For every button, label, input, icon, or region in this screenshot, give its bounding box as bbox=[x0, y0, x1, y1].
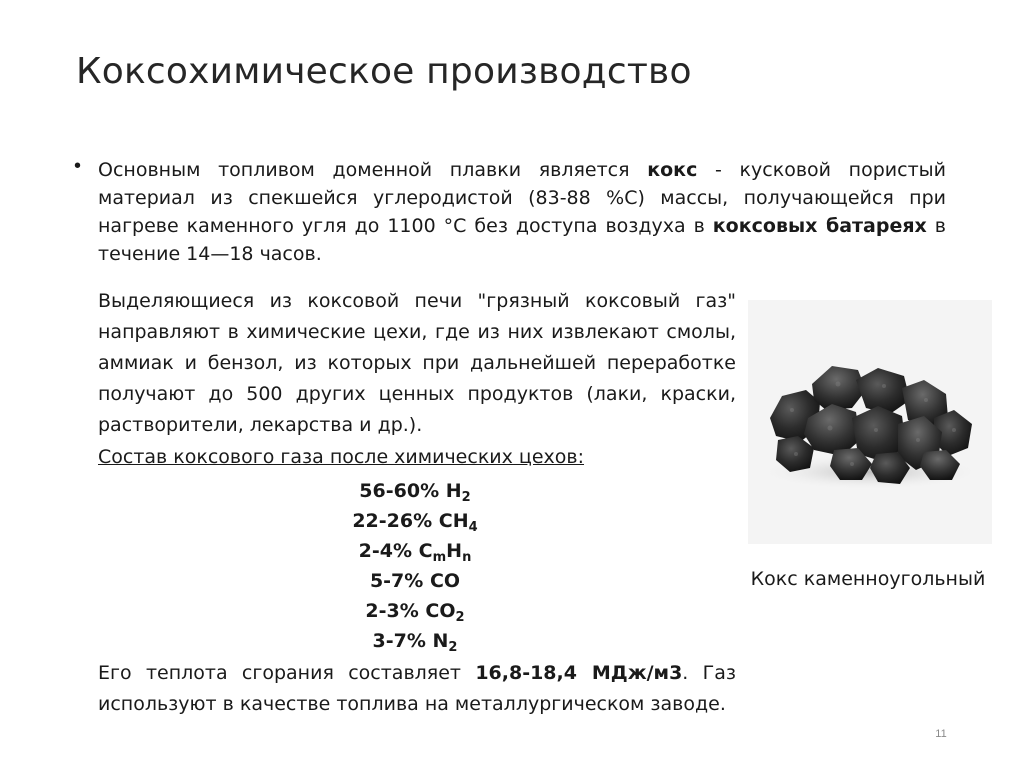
bullet-text-part-2: - кусковой пористый материал из спекшейся углеродистой (83-88 %С) массы, получающейся при нагреве каменного угля до 1100 °С без доступа воздуха в bbox=[98, 159, 946, 237]
composition-list bbox=[305, 476, 525, 656]
composition-heading: Состав коксового газа после химических цехов: bbox=[98, 446, 585, 468]
bullet-icon: • bbox=[74, 155, 82, 177]
heat-value: 16,8-18,4 МДж/м3 bbox=[475, 662, 683, 684]
bullet-text-part-3: в течение 14—18 часов. bbox=[98, 215, 946, 265]
composition-item: 5-7% CO bbox=[369, 570, 461, 592]
coke-pieces-image bbox=[748, 300, 992, 544]
composition-item: 3-7% $N_2$ bbox=[372, 630, 458, 655]
page-number: 11 bbox=[935, 728, 947, 740]
heat-paragraph: Его теплота сгорания составляет 16,8-18,4 МДж/м3. Газ используют в качестве топлива на металлургическом заводе. bbox=[98, 662, 736, 715]
photo-caption: Кокс каменноугольный bbox=[750, 568, 986, 590]
composition-item: 22-26% $CH_4$ bbox=[352, 510, 478, 535]
bullet-paragraph bbox=[98, 156, 946, 268]
composition-item: 2-3% $CO_2$ bbox=[365, 600, 465, 625]
coke-photo bbox=[748, 300, 992, 544]
gas-paragraph: Выделяющиеся из коксовой печи "грязный коксовый газ" направляют в химические цехи, где из них извлекают смолы, аммиак и бензол, из которых при дальнейшей переработке получают до 500 других ценных продуктов (лаки, краски, растворители, лекарства и др.). bbox=[98, 290, 736, 436]
composition-item: 2-4% $C_mH_n$ bbox=[358, 540, 472, 565]
slide-title: Коксохимическое производство bbox=[76, 51, 692, 92]
bullet-text-part-1: Основным топливом доменной плавки является bbox=[98, 159, 648, 181]
bullet-bold-batteries: коксовых батареях bbox=[712, 215, 927, 237]
composition-item: 56-60% $H_2$ bbox=[359, 480, 471, 505]
bullet-bold-coke: кокс bbox=[647, 159, 698, 181]
